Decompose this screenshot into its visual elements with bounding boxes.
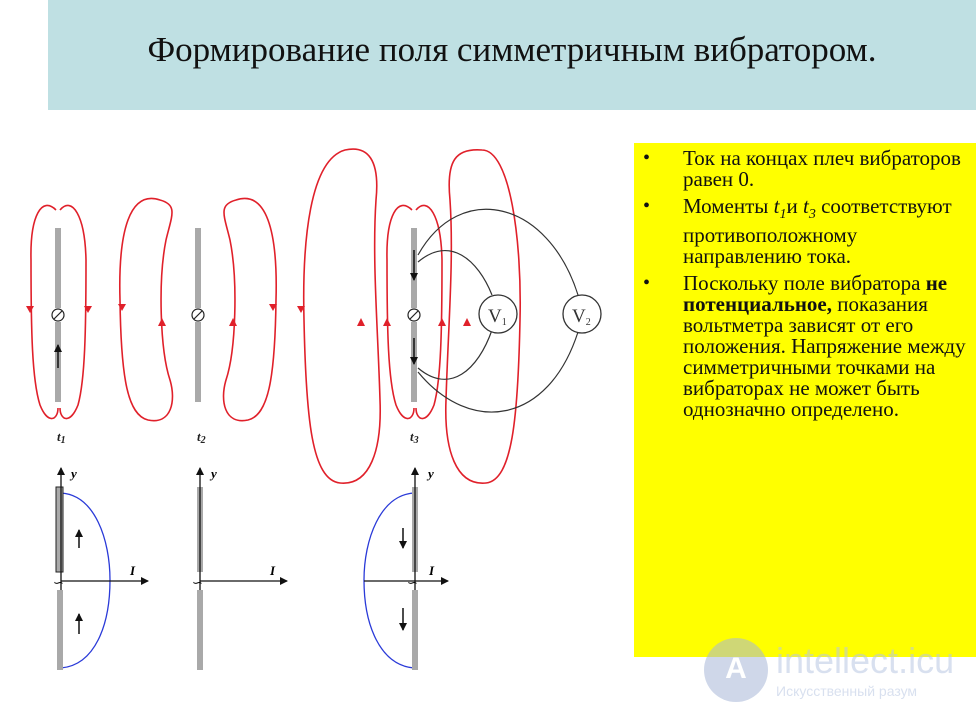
field-line-t1-right [60, 205, 86, 418]
vibrator-arm-bottom [412, 590, 418, 670]
vibrator-diagram [0, 130, 620, 680]
source-icon: ∽ [53, 575, 64, 590]
time-label-t3: t3 [410, 429, 419, 446]
source-icon: ∽ [192, 575, 203, 590]
current-distribution-t1 [53, 466, 148, 670]
voltmeter-lead-v1-top [418, 251, 492, 295]
watermark [704, 636, 974, 710]
title-bar [48, 0, 976, 110]
vibrator-t3 [297, 149, 601, 483]
field-line-t2-left [120, 198, 173, 420]
bullet-item-1: • Ток на концах плеч вибраторов равен 0. [643, 146, 961, 191]
time-label-t2: t2 [197, 429, 206, 446]
voltmeter-lead-v2-bottom [418, 332, 578, 412]
vibrator-t1 [26, 205, 92, 446]
bullet-item-2: • Моменты $t_1и$ $t_3$ соответствуют противоположному направлению тока. [643, 194, 952, 269]
vibrator-arm-top [56, 487, 63, 572]
page-title: Формирование поля симметричным вибратором. [147, 30, 877, 69]
explanation-box [634, 143, 976, 657]
axis-label-y: y [71, 466, 77, 481]
voltmeter-lead-v1-bottom [418, 330, 492, 379]
bullet-item-3: • Поскольку поле вибратора не потенциальное, показания вольтметра зависят от его положения. Напряжение между симметричными точками на вибраторах не может быть однозначно определено. [643, 271, 966, 422]
vibrator-arm-bottom [57, 590, 63, 670]
arrow-red-icon [158, 318, 166, 326]
vibrator-arm-bottom [195, 322, 201, 402]
axis-label-y: y [211, 466, 217, 481]
axis-label-i: I [429, 563, 435, 578]
svg-text:V1: V1 [488, 306, 507, 328]
axis-label-i: I [270, 563, 276, 578]
time-label-t1: t1 [57, 429, 66, 446]
field-line-t3-outer-left [304, 149, 380, 483]
arrow-red-icon [383, 318, 391, 326]
arrow-red-icon [26, 306, 34, 313]
vibrator-arm-top [195, 228, 201, 308]
field-line-t3-inner-right [416, 205, 442, 418]
vibrator-t2 [118, 198, 277, 446]
arrow-red-icon [438, 318, 446, 326]
source-icon: ∽ [407, 575, 418, 590]
current-distribution-t3 [364, 466, 448, 670]
watermark-name: intellect.icu [776, 640, 955, 681]
current-distribution-t2 [192, 466, 287, 670]
field-line-t2-right [224, 198, 277, 420]
arrow-red-icon [118, 304, 126, 311]
arrow-red-icon [463, 318, 471, 326]
vibrator-arm-top [55, 228, 61, 308]
vibrator-arm-bottom [197, 590, 203, 670]
watermark-logo-icon: A [704, 638, 768, 702]
watermark-subtitle: Искусственный разум [776, 683, 918, 699]
arrow-red-icon [357, 318, 365, 326]
arrow-red-icon [229, 318, 237, 326]
axis-label-y: y [428, 466, 434, 481]
axis-label-i: I [130, 563, 136, 578]
svg-text:V2: V2 [572, 306, 591, 328]
